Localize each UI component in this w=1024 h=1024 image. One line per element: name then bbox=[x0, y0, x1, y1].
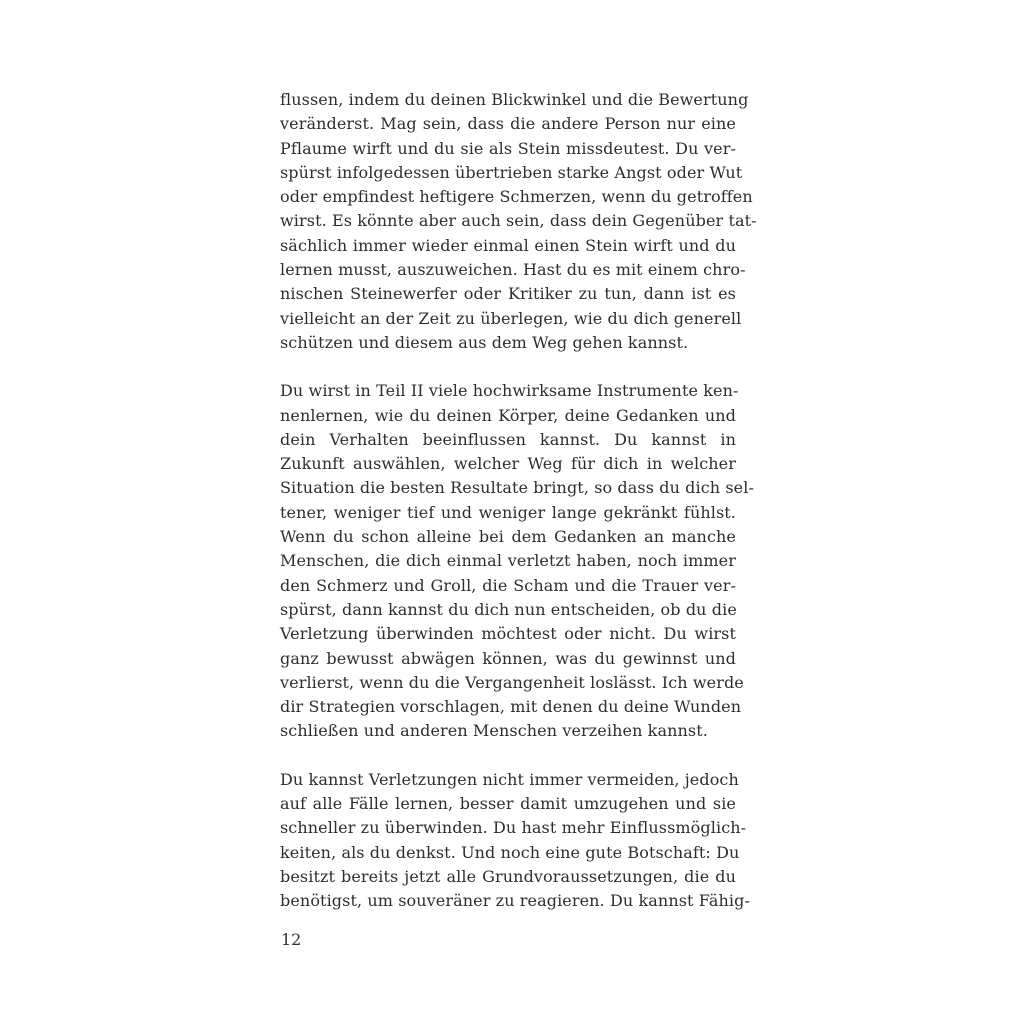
text-line: flussen, indem du deinen Blickwinkel und die Bewertung bbox=[280, 90, 749, 109]
text-line: auf alle Fälle lernen, besser damit umzugehen und sie bbox=[280, 794, 736, 814]
text-line: Menschen, die dich einmal verletzt haben, noch immer bbox=[280, 551, 736, 571]
text-line: spürst infolgedessen übertrieben starke Angst oder Wut bbox=[280, 162, 743, 182]
text-line: Verletzung überwinden möchtest oder nicht. Du wirst bbox=[280, 624, 736, 644]
text-line: dir Strategien vorschlagen, mit denen du deine Wunden bbox=[280, 697, 742, 717]
text-line: Zukunft auswählen, welcher Weg für dich in welcher bbox=[280, 454, 736, 474]
page-number: 12 bbox=[281, 930, 302, 949]
text-line: sächlich immer wieder einmal einen Stein wirft und du bbox=[280, 235, 736, 255]
paragraph bbox=[280, 88, 757, 355]
text-line: wirst. Es könnte aber auch sein, dass dein Gegenüber tat- bbox=[280, 211, 757, 231]
text-line: oder empfindest heftigere Schmerzen, wenn du getroffen bbox=[280, 187, 753, 207]
text-line: tener, weniger tief und weniger lange gekränkt fühlst. bbox=[280, 502, 736, 522]
text-line: nischen Steinewerfer oder Kritiker zu tun, dann ist es bbox=[280, 284, 736, 304]
text-line: Du kannst Verletzungen nicht immer vermeiden, jedoch bbox=[280, 769, 739, 789]
text-line: ganz bewusst abwägen können, was du gewinnst und bbox=[280, 648, 736, 668]
text-line: dein Verhalten beeinflussen kannst. Du kannst in bbox=[280, 429, 736, 449]
text-line: verlierst, wenn du die Vergangenheit loslässt. Ich werde bbox=[280, 672, 744, 692]
paragraph bbox=[280, 768, 750, 914]
text-line: schließen und anderen Menschen verzeihen kannst. bbox=[280, 721, 708, 741]
text-line: vielleicht an der Zeit zu überlegen, wie du dich generell bbox=[280, 308, 742, 328]
text-line: veränderst. Mag sein, dass die andere Person nur eine bbox=[280, 114, 736, 134]
paragraph bbox=[280, 379, 754, 743]
text-line: Pflaume wirft und du sie als Stein missdeutest. Du ver- bbox=[280, 138, 736, 158]
text-line: schneller zu überwinden. Du hast mehr Einflussmöglich- bbox=[280, 818, 747, 838]
text-block bbox=[280, 88, 757, 938]
text-line: besitzt bereits jetzt alle Grundvoraussetzungen, die du bbox=[280, 866, 736, 886]
text-line: keiten, als du denkst. Und noch eine gute Botschaft: Du bbox=[280, 842, 740, 862]
text-line: schützen und diesem aus dem Weg gehen kannst. bbox=[280, 332, 689, 352]
text-line: Situation die besten Resultate bringt, so dass du dich sel- bbox=[280, 478, 754, 498]
text-line: lernen musst, auszuweichen. Hast du es mit einem chro- bbox=[280, 260, 746, 280]
text-line: Wenn du schon alleine bei dem Gedanken an manche bbox=[280, 527, 736, 547]
text-line: spürst, dann kannst du dich nun entscheiden, ob du die bbox=[280, 599, 737, 619]
text-line: nenlernen, wie du deinen Körper, deine Gedanken und bbox=[280, 405, 736, 425]
text-line: den Schmerz und Groll, die Scham und die Trauer ver- bbox=[280, 575, 736, 595]
text-line: benötigst, um souveräner zu reagieren. Du kannst Fähig- bbox=[280, 891, 750, 911]
text-line: Du wirst in Teil II viele hochwirksame Instrumente ken- bbox=[280, 381, 739, 401]
